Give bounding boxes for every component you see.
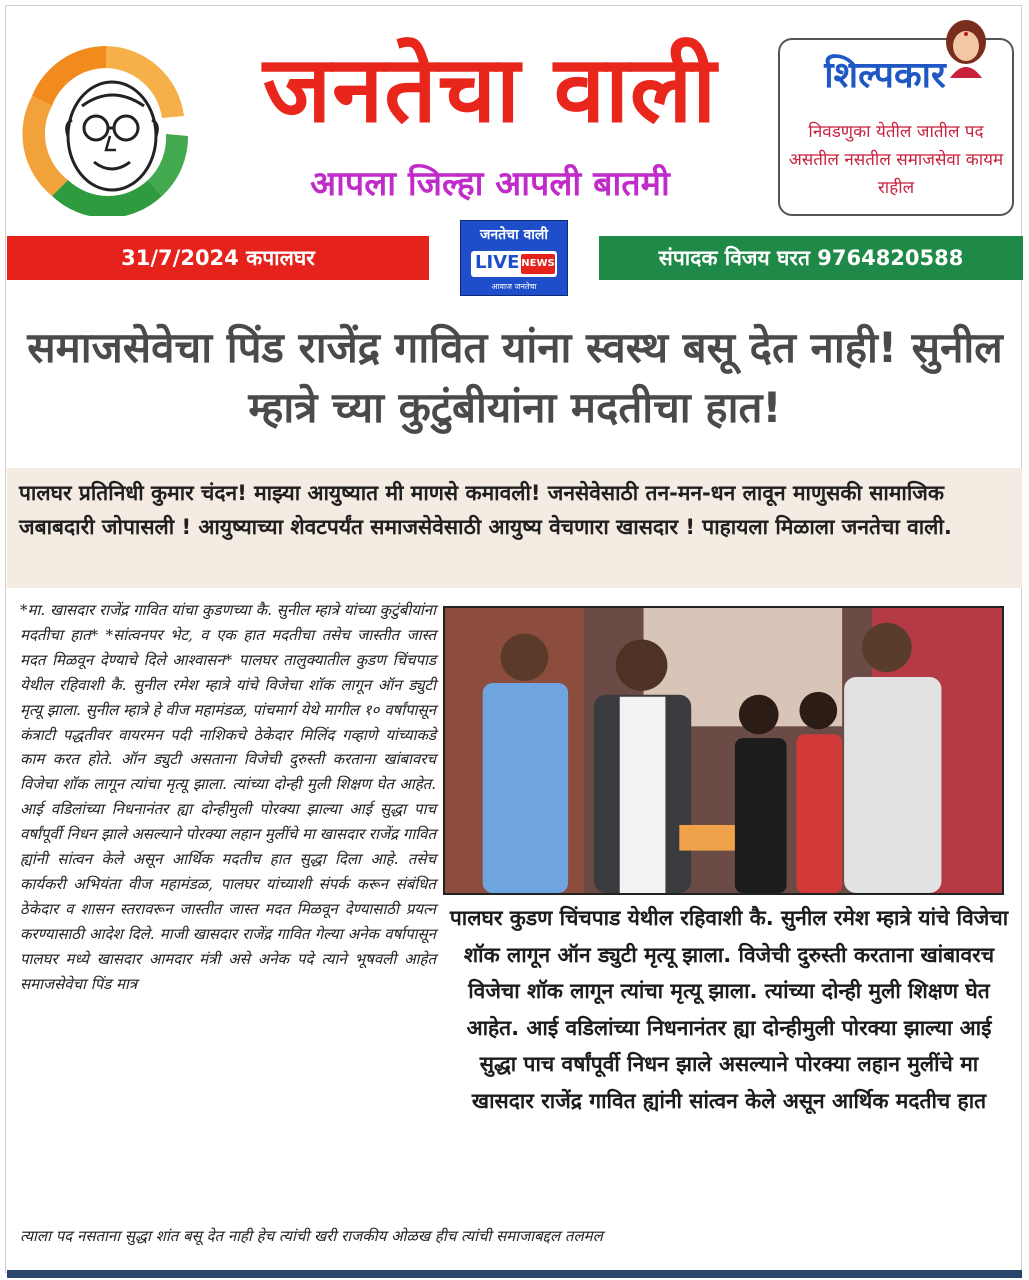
article-headline: समाजसेवेचा पिंड राजेंद्र गावित यांना स्वस्थ बसू देत नाही! सुनील म्हात्रे च्या कुटुंबीयांना मदतीचा हात!: [27, 323, 1003, 432]
editor-bar: संपादक विजय घरत 9764820588: [599, 236, 1023, 280]
live-news-logo: [460, 220, 568, 296]
news-label: NEWS: [521, 254, 555, 274]
bottom-rule: [7, 1270, 1022, 1278]
gandhi-logo: [12, 36, 200, 216]
article-body-tail: त्याला पद नसताना सुद्धा शांत बसू देत नाही हेच त्यांची खरी राजकीय ओळख हीच त्यांची समाजाबद्दल तलमल: [20, 1227, 603, 1245]
summary-text: पालघर प्रतिनिधी कुमार चंदन! माझ्या आयुष्यात मी माणसे कमावली! जनसेवेसाठी तन-मन-धन लावून माणुसकी सामाजिक जबाबदारी जोपासली ! आयुष्याच्या शेवटपर्यंत समाजसेवेसाठी आयुष्य वेचणारा खासदार ! पाहायला मिळाला जनतेचा वाली.: [19, 481, 952, 539]
live-logo-subtitle: आवाज जनतेचा: [491, 282, 537, 291]
woman-avatar-icon: [940, 18, 992, 78]
article-body: *मा. खासदार राजेंद्र गावित यांचा कुडणच्या कै. सुनील म्हात्रे यांच्या कुटुंबीयांना मदतीचा हात* *सांत्वनपर भेट, व एक हात मदतीचा तसेच जास्तीत जास्त मदत मिळवून देण्याचे दिले आश्वासन* पालघर तालुक्यातील कुडण चिंचपाड येथील रहिवाशी कै. सुनील रमेश म्हात्रे यांचे विजेचा शॉक लागून ऑन ड्युटी मृत्यू झाला. सुनील म्हात्रे हे वीज महामंडळ, पांचमार्ग येथे मागील १० वर्षांपासून कंत्राटी पद्धतीवर वायरमन पदी नाशिकचे ठेकेदार मिलिंद गव्हाणे यांच्याकडे काम करत होते. ऑन ड्युटी असताना विजेची दुरुस्ती करताना खांबावरच विजेचा शॉक लागून त्यांचा मृत्यू झाला. त्यांच्या दोन्ही मुली शिक्षण घेत आहेत. आई वडिलांच्या निधनानंतर ह्या दोन्हीमुली पोरक्या झाल्या आई सुद्धा पाच वर्षांपूर्वी निधन झाले असल्याने पोरक्या लहान मुलींचे मा खासदार राजेंद्र गावित ह्यांनी सांत्वन केले असून आर्थिक मदतीच हात सुद्धा दिला आहे. तसेच कार्यकरी अभियंता वीज महामंडळ, पालघर यांच्याशी संपर्क करून संबंधित ठेकेदार व शासन स्तरावरून जास्तीत जास्त मदत मिळवून देण्यासाठी प्रयत्न करण्यासाठी आदेश दिले. माजी खासदार राजेंद्र गावित गेल्या अनेक वर्षापासून पालघर मध्ये खासदार आमदार मंत्री असे अनेक पदे त्याने भूषवली आहेत समाजसेवेचा पिंड मात्र: [20, 601, 436, 993]
date-place-bar: 31/7/2024 कपालघर: [7, 236, 429, 280]
ad-brand: शिल्पकार: [824, 55, 946, 96]
shilpkar-ad: [778, 38, 1014, 216]
live-logo-title: जनतेचा वाली: [479, 227, 549, 243]
masthead-tagline: आपला जिल्हा आपली बातमी: [310, 164, 670, 204]
live-label: LIVE: [475, 252, 520, 273]
summary-box: [7, 468, 1022, 588]
photo-caption: पालघर कुडण चिंचपाड येथील रहिवाशी कै. सुनील रमेश म्हात्रे यांचे विजेचा शॉक लागून ऑन ड्युटी मृत्यू झाला. विजेची दुरुस्ती करताना खांबावरच विजेचा शॉक लागून त्यांचा मृत्यू झाला. त्यांच्या दोन्ही मुली शिक्षण घेत आहेत. आई वडिलांच्या निधनानंतर ह्या दोन्हीमुली पोरक्या झाल्या आई सुद्धा पाच वर्षांपूर्वी निधन झाले असल्याने पोरक्या लहान मुलींचे मा खासदार राजेंद्र गावित ह्यांनी सांत्वन केले असून आर्थिक मदतीच हात: [449, 906, 1009, 1113]
masthead-title: जनतेचा वाली: [262, 36, 718, 143]
news-photo: [443, 606, 1004, 895]
ad-slogan: निवडणुका येतील जातील पद असतील नसतील समाजसेवा कायम राहील: [788, 122, 1004, 198]
